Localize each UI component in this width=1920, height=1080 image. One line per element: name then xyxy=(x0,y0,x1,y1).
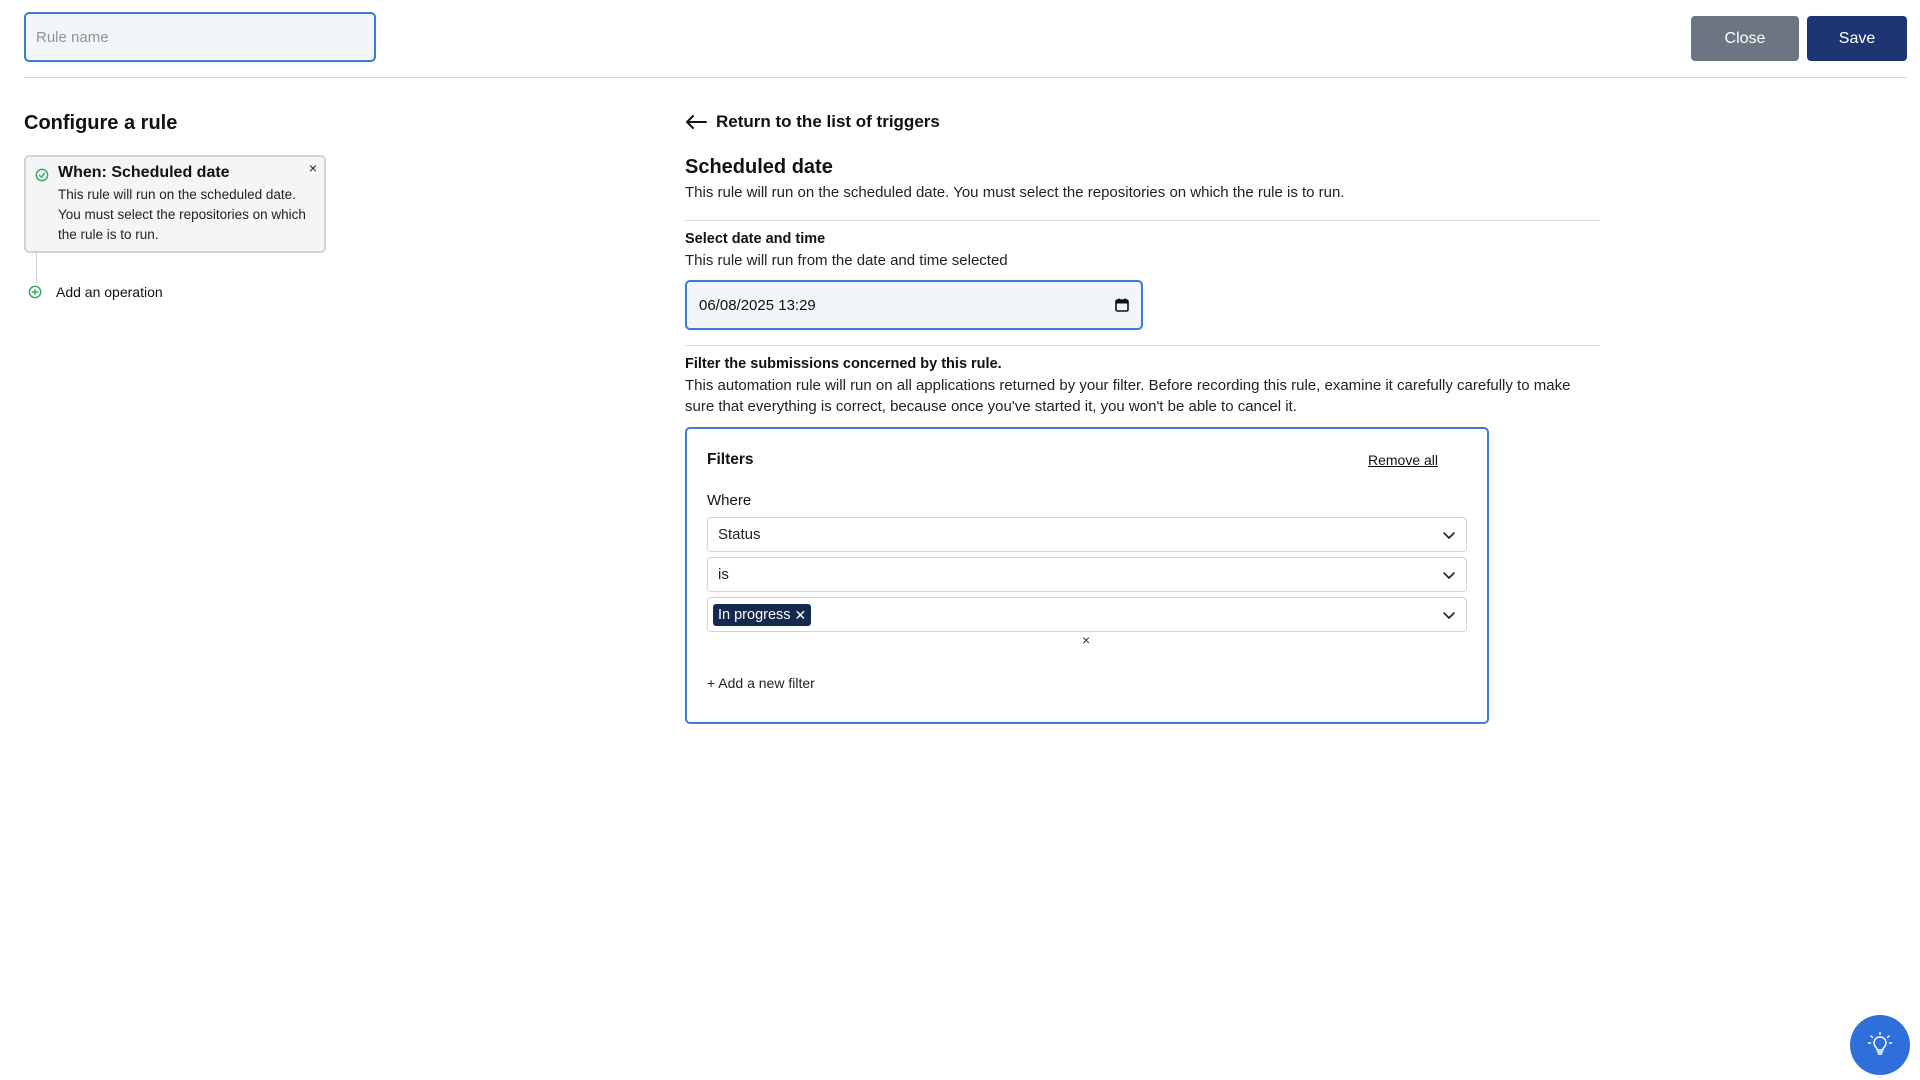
section-divider xyxy=(685,220,1600,221)
tag-remove-icon[interactable]: ✕ xyxy=(794,606,807,623)
filter-field-select[interactable] xyxy=(707,517,1467,552)
section-description: This rule will run on the scheduled date. You must select the repositories on which the rule is to run. xyxy=(685,184,1345,201)
date-time-value: 06/08/2025 13:29 xyxy=(699,296,816,314)
filter-section-title: Filter the submissions concerned by this rule. xyxy=(685,356,1002,372)
filter-section-description-line2: sure that everything is correct, because once you've started it, you won't be able to cancel it. xyxy=(685,398,1297,415)
trigger-card-close-icon[interactable]: × xyxy=(308,160,317,176)
chevron-down-icon xyxy=(1442,608,1456,622)
where-label: Where xyxy=(707,492,752,509)
back-link-label: Return to the list of triggers xyxy=(716,112,940,131)
date-time-input[interactable] xyxy=(685,280,1143,330)
filter-field-value: Status xyxy=(718,526,761,543)
filter-value-multiselect[interactable] xyxy=(707,597,1467,632)
chevron-down-icon xyxy=(1442,528,1456,542)
trigger-card-description: This rule will run on the scheduled date. You must select the repositories on which the rule is to run. xyxy=(58,187,306,242)
configure-rule-title: Configure a rule xyxy=(24,112,178,134)
lightbulb-icon xyxy=(1866,1031,1894,1059)
date-divider xyxy=(685,345,1600,346)
trigger-card-title: When: Scheduled date xyxy=(58,164,230,181)
section-title: Scheduled date xyxy=(685,156,833,178)
filter-section-description-line1: This automation rule will run on all applications returned by your filter. Before recording this rule, examine it carefully carefully to make xyxy=(685,377,1571,394)
plus-circle-icon xyxy=(28,285,42,299)
add-operation-label: Add an operation xyxy=(56,284,163,300)
add-filter-button[interactable]: + Add a new filter xyxy=(707,675,815,691)
close-button[interactable]: Close xyxy=(1691,16,1799,61)
filter-value-tag-label: In progress xyxy=(718,606,791,623)
filter-value-tag xyxy=(713,604,811,626)
filter-operator-value: is xyxy=(718,566,729,583)
calendar-icon[interactable] xyxy=(1115,298,1129,312)
tree-connector xyxy=(36,253,37,283)
header-divider xyxy=(24,77,1907,78)
remove-all-link[interactable]: Remove all xyxy=(1368,452,1439,468)
check-circle-icon xyxy=(35,168,49,182)
back-to-triggers-link[interactable] xyxy=(685,112,940,132)
date-section-description: This rule will run from the date and time selected xyxy=(685,252,1008,269)
help-button[interactable] xyxy=(1850,1015,1910,1075)
remove-filter-icon[interactable]: × xyxy=(1082,632,1091,648)
save-button[interactable]: Save xyxy=(1807,16,1907,61)
filter-operator-select[interactable] xyxy=(707,557,1467,592)
chevron-down-icon xyxy=(1442,568,1456,582)
rule-name-input[interactable] xyxy=(24,12,376,62)
date-section-title: Select date and time xyxy=(685,231,826,247)
filters-panel xyxy=(685,427,1489,724)
arrow-left-icon xyxy=(685,115,707,129)
add-operation-button[interactable] xyxy=(28,284,163,300)
trigger-card[interactable] xyxy=(24,155,326,253)
filters-title: Filters xyxy=(707,451,754,468)
